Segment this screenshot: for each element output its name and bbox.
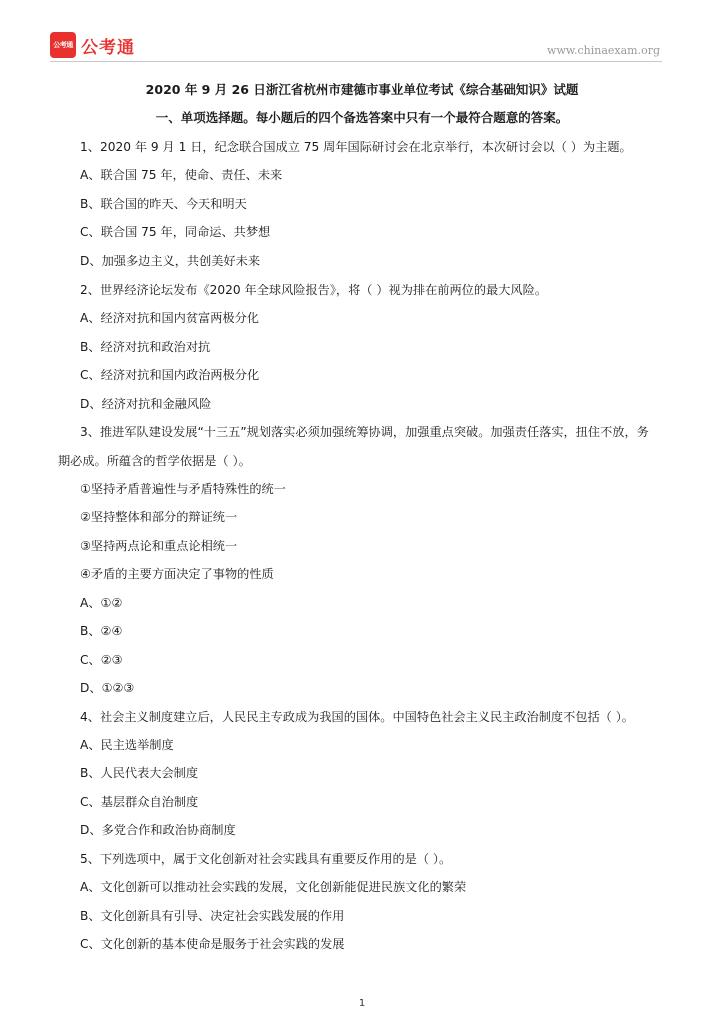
question-stem: 1、2020 年 9 月 1 日，纪念联合国成立 75 周年国际研讨会在北京举行，本次研讨会以（ ）为主题。 <box>80 140 632 154</box>
question-option: B、文化创新具有引导、决定社会实践发展的作用 <box>80 909 345 923</box>
question-stem: 2、世界经济论坛发布《2020 年全球风险报告》，将（ ）视为排在前两位的最大风险。 <box>80 283 547 297</box>
question-option: C、联合国 75 年，同命运、共梦想 <box>80 225 271 239</box>
logo-text: 公考通 <box>81 37 135 58</box>
question-option: A、联合国 75 年，使命、责任、未来 <box>80 168 283 182</box>
question-option: D、加强多边主义，共创美好未来 <box>80 254 261 268</box>
logo-badge-icon: 公考通 <box>50 32 76 58</box>
page-header <box>0 0 724 62</box>
header-divider <box>50 61 662 62</box>
question-option: C、经济对抗和国内政治两极分化 <box>80 368 260 382</box>
page-number: 1 <box>358 998 366 1009</box>
question-option: C、文化创新的基本使命是服务于社会实践的发展 <box>80 937 345 951</box>
question-stem: 4、社会主义制度建立后，人民民主专政成为我国的国体。中国特色社会主义民主政治制度不包括（ ）。 <box>80 710 634 724</box>
question-option: B、经济对抗和政治对抗 <box>80 340 211 354</box>
question-stem-continuation: 期必成。所蕴含的哲学依据是（ ）。 <box>58 454 251 468</box>
question-option: D、多党合作和政治协商制度 <box>80 823 236 837</box>
question-option: A、①② <box>80 596 123 610</box>
question-option: A、文化创新可以推动社会实践的发展，文化创新能促进民族文化的繁荣 <box>80 880 467 894</box>
question-statement: ③坚持两点论和重点论相统一 <box>80 539 238 553</box>
question-option: B、人民代表大会制度 <box>80 766 199 780</box>
question-option: B、②④ <box>80 624 123 638</box>
question-option: C、②③ <box>80 653 123 667</box>
section-heading: 一、单项选择题。每小题后的四个备选答案中只有一个最符合题意的答案。 <box>155 110 569 125</box>
question-stem: 3、推进军队建设发展“十三五”规划落实必须加强统筹协调，加强重点突破。加强责任落实，扭住不放，务 <box>80 425 649 439</box>
question-stem: 5、下列选项中，属于文化创新对社会实践具有重要反作用的是（ ）。 <box>80 852 452 866</box>
question-option: A、经济对抗和国内贫富两极分化 <box>80 311 259 325</box>
question-option: A、民主选举制度 <box>80 738 174 752</box>
question-option: B、联合国的昨天、今天和明天 <box>80 197 247 211</box>
question-statement: ②坚持整体和部分的辩证统一 <box>80 510 238 524</box>
document-title: 2020 年 9 月 26 日浙江省杭州市建德市事业单位考试《综合基础知识》试题 <box>145 82 579 97</box>
question-option: C、基层群众自治制度 <box>80 795 199 809</box>
question-statement: ④矛盾的主要方面决定了事物的性质 <box>80 567 274 581</box>
question-statement: ①坚持矛盾普遍性与矛盾特殊性的统一 <box>80 482 286 496</box>
question-option: D、经济对抗和金融风险 <box>80 397 212 411</box>
question-option: D、①②③ <box>80 681 135 695</box>
site-url[interactable]: www.chinaexam.org <box>547 44 660 57</box>
brand-logo[interactable] <box>50 32 135 58</box>
